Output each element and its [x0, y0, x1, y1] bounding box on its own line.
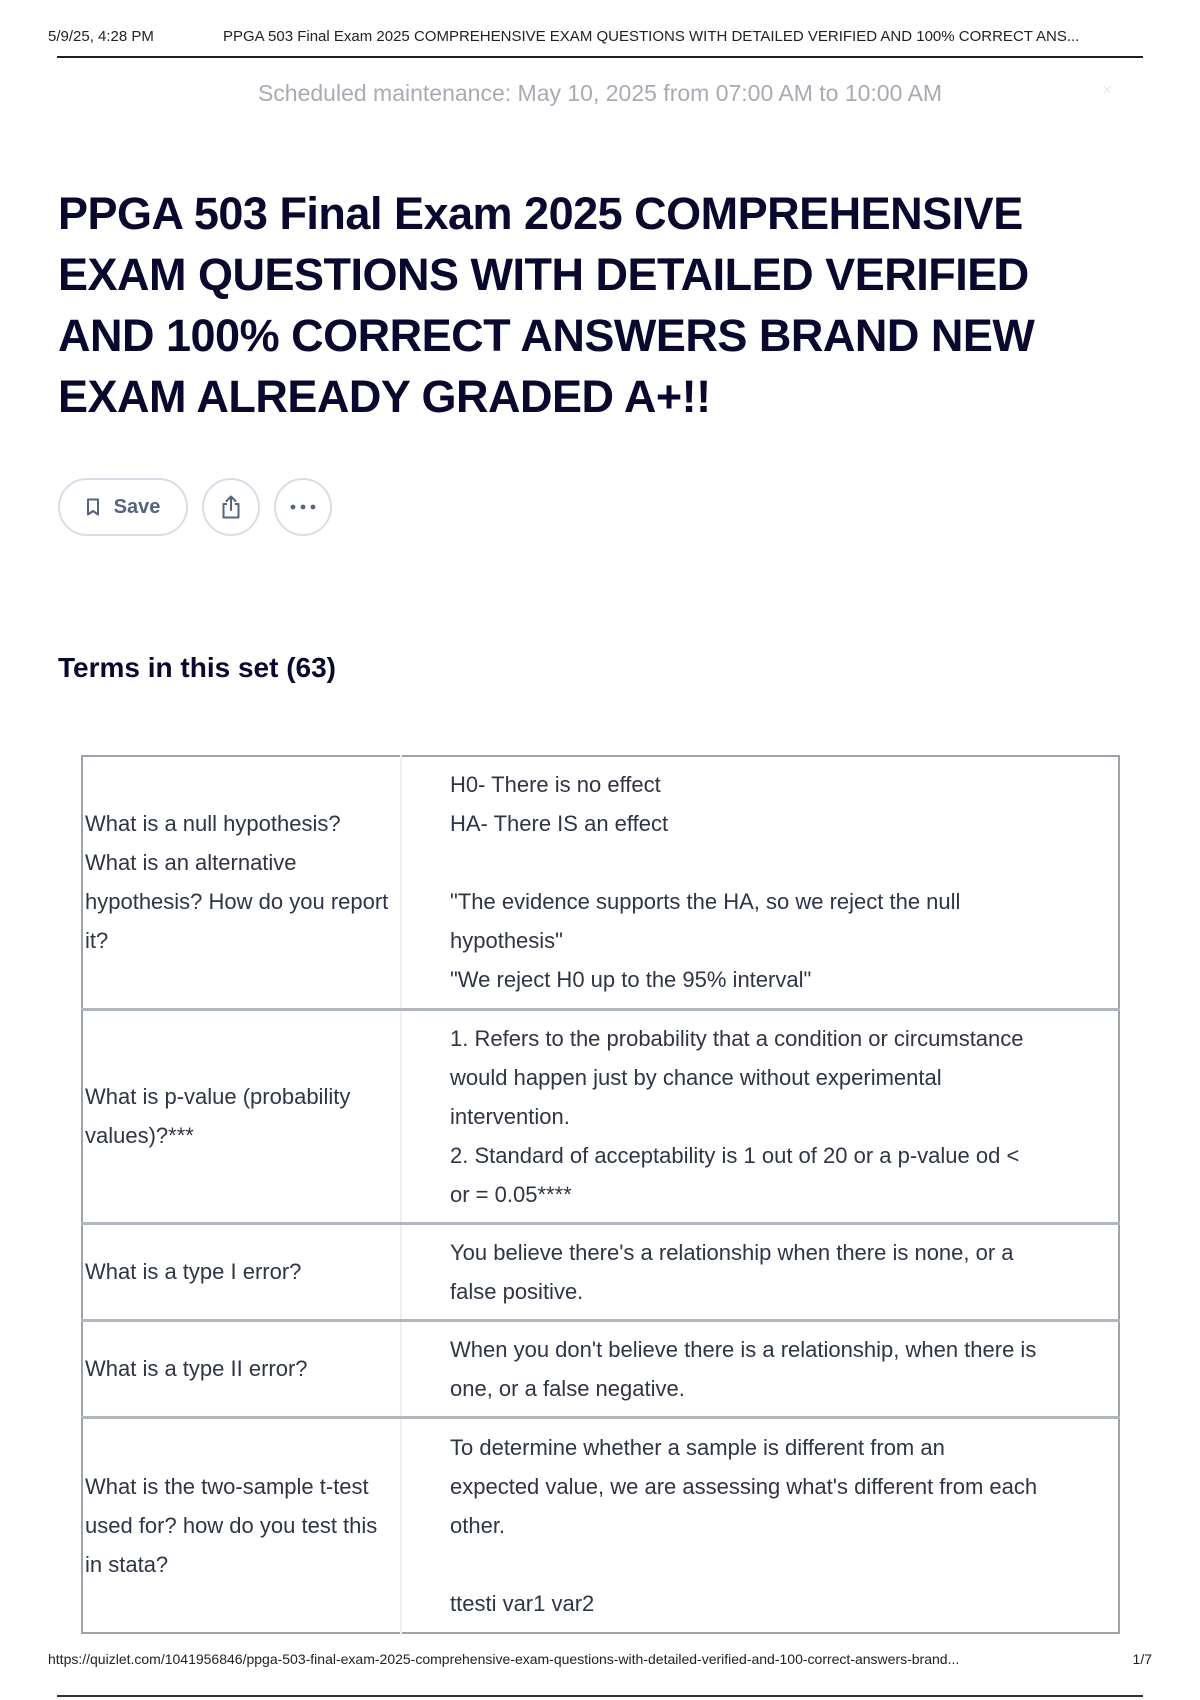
term-text: What is a type II error? — [82, 1320, 401, 1417]
print-url: https://quizlet.com/1041956846/ppga-503-final-exam-2025-comprehensive-exam-questions-with-detailed-verified-and-100-correct-answers-brand... — [48, 1651, 960, 1667]
term-text: What is a null hypothesis? What is an alternative hypothesis? How do you report it? — [82, 756, 401, 1009]
more-options-button[interactable] — [274, 478, 332, 536]
terms-table — [81, 755, 1120, 1634]
save-button[interactable] — [58, 478, 188, 536]
banner-close-icon[interactable]: × — [1102, 82, 1112, 99]
term-text: What is a type I error? — [82, 1223, 401, 1320]
footer-divider — [57, 1695, 1143, 1697]
print-footer — [48, 1651, 1152, 1667]
definition-text: H0- There is no effect HA- There IS an effect "The evidence supports the HA, so we reject the null hypothesis" "We reject H0 up to the 95% interval" — [450, 772, 961, 993]
save-button-label: Save — [113, 495, 161, 518]
term-row — [82, 756, 1119, 1009]
print-header — [48, 28, 1152, 45]
term-row — [82, 1417, 1119, 1633]
term-row — [82, 1009, 1119, 1223]
print-document-title: PPGA 503 Final Exam 2025 COMPREHENSIVE EXAM QUESTIONS WITH DETAILED VERIFIED AND 100% CORRECT ANS... — [223, 28, 1080, 45]
set-title: PPGA 503 Final Exam 2025 COMPREHENSIVE EXAM QUESTIONS WITH DETAILED VERIFIED AND 100% CORRECT ANSWERS BRAND NEW EXAM ALREADY GRADED A+!! — [58, 188, 1035, 422]
term-text: What is the two-sample t-test used for? how do you test this in stata? — [82, 1417, 401, 1633]
maintenance-banner: Scheduled maintenance: May 10, 2025 from 07:00 AM to 10:00 AM — [257, 80, 943, 106]
share-button[interactable] — [202, 478, 260, 536]
bookmark-icon — [86, 498, 100, 516]
definition-text: 1. Refers to the probability that a condition or circumstance would happen just by chance without experimental intervention. 2. Standard of acceptability is 1 out of 20 or a p-value od < or = 0.05**** — [401, 1009, 1119, 1223]
print-date: 5/9/25, 4:28 PM — [48, 28, 154, 45]
definition-text: To determine whether a sample is different from an expected value, we are assessing what's different from each other. ttesti var1 var2 — [401, 1417, 1119, 1633]
term-text: What is p-value (probability values)?*** — [82, 1009, 401, 1223]
header-divider — [57, 56, 1143, 58]
share-icon — [219, 494, 243, 520]
definition-text: You believe there's a relationship when there is none, or a false positive. — [401, 1223, 1119, 1320]
terms-heading: Terms in this set (63) — [58, 652, 337, 683]
term-row — [82, 1320, 1119, 1417]
definition-text: When you don't believe there is a relationship, when there is one, or a false negative. — [401, 1320, 1119, 1417]
set-actions — [58, 478, 332, 536]
more-horizontal-icon — [289, 504, 317, 510]
page-number: 1/7 — [1132, 1651, 1152, 1667]
term-row — [82, 1223, 1119, 1320]
